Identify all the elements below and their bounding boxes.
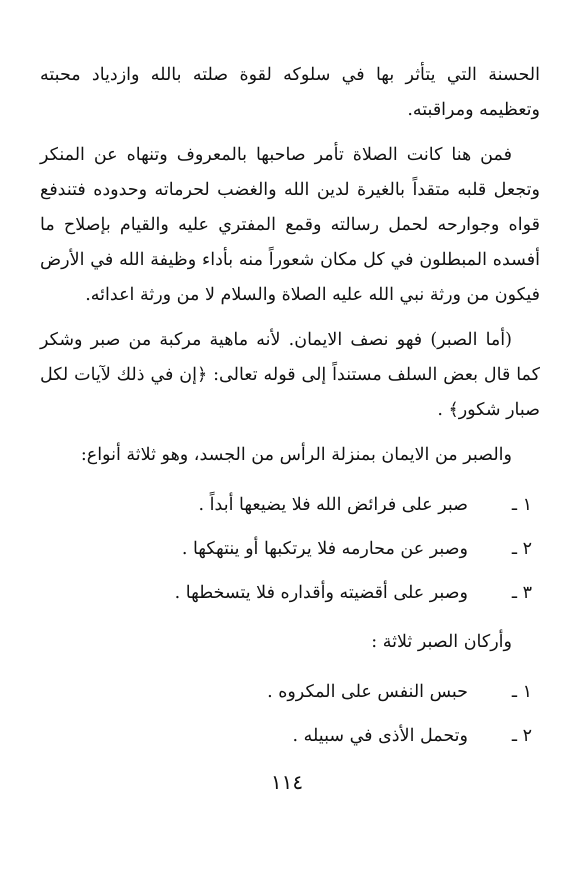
list-item xyxy=(40,483,540,527)
paragraph-continuation: الحسنة التي يتأثر بها في سلوكه لقوة صلته بالله وازدياد محبته وتعظيمه ومراقبته. xyxy=(40,65,540,120)
list-item-number: ٢ ـ xyxy=(511,539,532,559)
paragraph-prayer: فمن هنا كانت الصلاة تأمر صاحبها بالمعروف وتنهاه عن المنكر وتجعل قلبه متقداً بالغيرة لدين الله والغضب لحرماته وحدوده فتندفع قواه وجوارحه لحمل رسالته وقمع المفتري عليه والقيام بإصلاح ما أفسده المبطلون في كل مكان شعوراً منه بأداء وظيفة الله في الأرض فيكون من ورثة نبي الله عليه الصلاة والسلام لا من ورثة اعدائه. xyxy=(40,145,540,305)
list-item-text: وصبر على أقضيته وأقداره فلا يتسخطها . xyxy=(174,583,468,603)
list-item-text: صبر على فرائض الله فلا يضيعها أبداً . xyxy=(198,495,468,515)
page-number: ١١٤ xyxy=(270,770,304,794)
paragraph-patience: (أما الصبر) فهو نصف الايمان. لأنه ماهية مركبة من صبر وشكر كما قال بعض السلف مستنداً إلى قوله تعالى: ﴿إن في ذلك لآيات لكل صبار شكور﴾ . xyxy=(40,330,540,420)
list-item-text: وصبر عن محارمه فلا يرتكبها أو ينتهكها . xyxy=(181,539,468,559)
list-item-text: وتحمل الأذى في سبيله . xyxy=(292,726,468,746)
list-item xyxy=(40,527,540,571)
book-page xyxy=(40,58,540,848)
list-item-number: ١ ـ xyxy=(511,495,532,515)
list-item xyxy=(40,670,540,714)
pillars-list xyxy=(40,670,540,758)
list-item xyxy=(40,714,540,758)
list-item-number: ٣ ـ xyxy=(511,583,532,603)
list-item-text: حبس النفس على المكروه . xyxy=(267,682,468,702)
patience-types-list xyxy=(40,483,540,615)
list-item-number: ١ ـ xyxy=(511,682,532,702)
paragraph-patience-types: والصبر من الايمان بمنزلة الرأس من الجسد، وهو ثلاثة أنواع: xyxy=(80,445,512,465)
list-item xyxy=(40,571,540,615)
list-item-number: ٢ ـ xyxy=(511,726,532,746)
pillars-heading: وأركان الصبر ثلاثة : xyxy=(371,632,512,652)
